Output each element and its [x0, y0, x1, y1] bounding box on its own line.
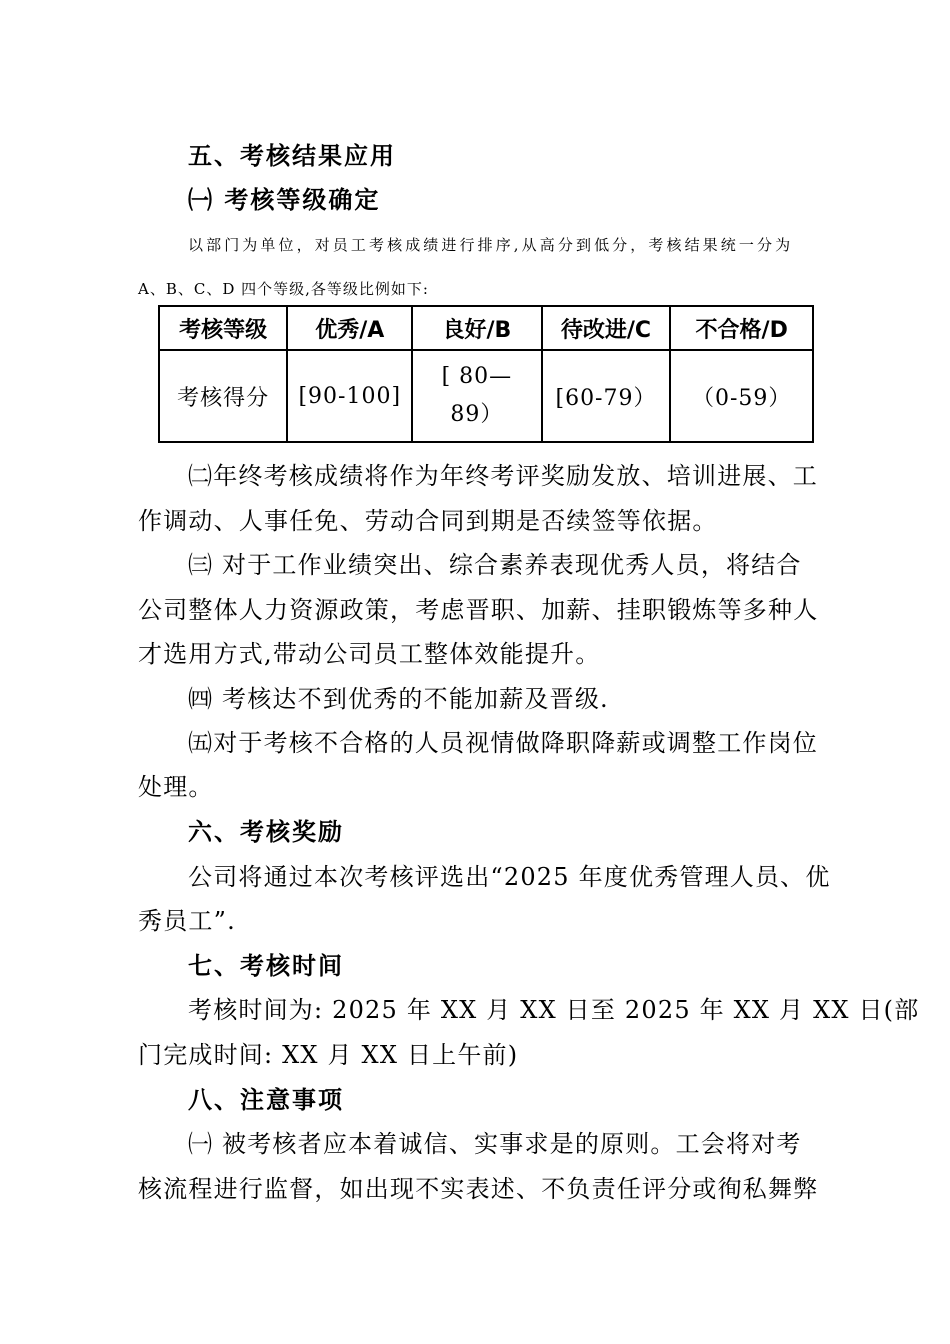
subsection-1-title: ㈠ 考核等级确定	[188, 186, 381, 214]
intro-line-2: A、B、C、D 四个等级,各等级比例如下:	[138, 280, 429, 298]
header-fail: 不合格/D	[670, 306, 813, 350]
section-7-line-1: 考核时间为: 2025 年 XX 月 XX 日至 2025 年 XX 月 XX 日(部	[188, 996, 920, 1024]
score-range-b: [ 80—89）	[441, 364, 513, 427]
grade-table	[158, 305, 814, 443]
paragraph-2-line-2: 作调动、人事任免、劳动合同到期是否续签等依据。	[138, 507, 718, 535]
paragraph-5-line-2: 处理。	[138, 773, 214, 801]
paragraph-4-line-1: ㈣ 考核达不到优秀的不能加薪及晋级.	[188, 685, 609, 713]
section-6-line-1: 公司将通过本次考核评选出“2025 年度优秀管理人员、优	[188, 863, 831, 891]
intro-line-1: 以部门为单位，对员工考核成绩进行排序,从高分到低分，考核结果统一分为	[188, 236, 794, 254]
paragraph-3-line-1: ㈢ 对于工作业绩突出、综合素养表现优秀人员，将结合	[188, 551, 802, 579]
header-grade: 考核等级	[159, 306, 287, 350]
section-5-title: 五、考核结果应用	[188, 142, 396, 170]
section-6-title: 六、考核奖励	[188, 818, 344, 846]
section-6-line-2: 秀员工”.	[138, 907, 236, 935]
score-range-d: （0-59）	[670, 350, 813, 442]
section-8-line-2: 核流程进行监督，如出现不实表述、不负责任评分或徇私舞弊	[138, 1175, 819, 1203]
header-needs-improvement: 待改进/C	[542, 306, 671, 350]
paragraph-3-line-3: 才选用方式,带动公司员工整体效能提升。	[138, 640, 601, 668]
grade-table-header-row	[159, 306, 813, 350]
section-8-line-1: ㈠ 被考核者应本着诚信、实事求是的原则。工会将对考	[188, 1130, 802, 1158]
row-label-score: 考核得分	[159, 350, 287, 442]
section-7-title: 七、考核时间	[188, 952, 344, 980]
section-8-title: 八、注意事项	[188, 1086, 344, 1114]
paragraph-3-line-2: 公司整体人力资源政策，考虑晋职、加薪、挂职锻炼等多种人	[138, 596, 819, 624]
paragraph-2-line-1: ㈡年终考核成绩将作为年终考评奖励发放、培训进展、工	[188, 462, 818, 490]
header-good: 良好/B	[412, 306, 541, 350]
score-range-a: [90-100]	[287, 350, 412, 442]
paragraph-5-line-1: ㈤对于考核不合格的人员视情做降职降薪或调整工作岗位	[188, 729, 818, 757]
score-range-c: [60-79）	[542, 350, 671, 442]
score-range-b-cell	[412, 350, 541, 442]
grade-table-score-row	[159, 350, 813, 442]
header-excellent: 优秀/A	[287, 306, 412, 350]
section-7-line-2: 门完成时间: XX 月 XX 日上午前)	[138, 1041, 519, 1069]
